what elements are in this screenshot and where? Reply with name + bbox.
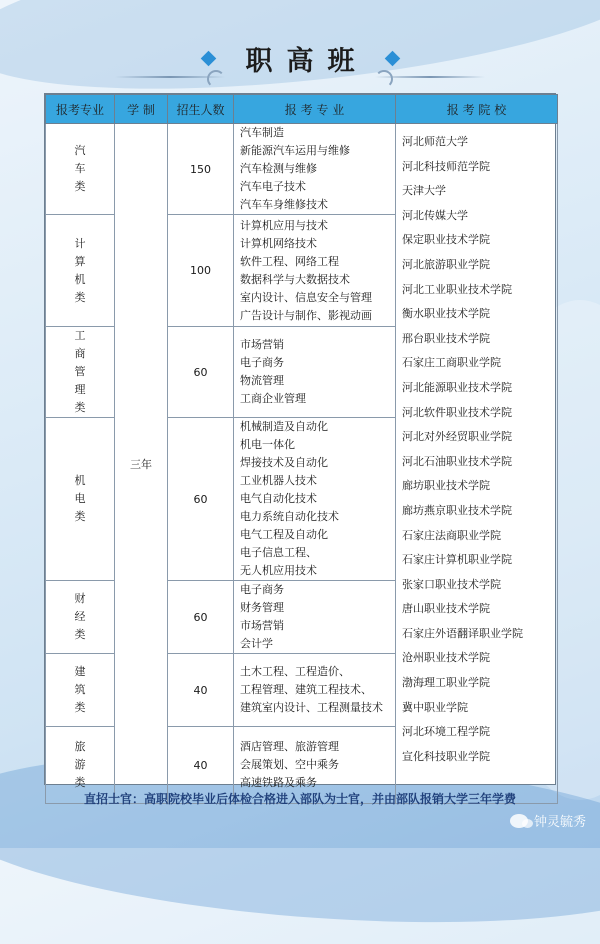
major-item: 新能源汽车运用与维修	[240, 144, 350, 157]
category-char: 机	[74, 474, 86, 487]
category-cell	[46, 581, 115, 654]
category-cell	[46, 327, 115, 418]
major-item: 计算机应用与技术	[240, 218, 328, 232]
major-item: 室内设计、信息安全与管理	[240, 290, 372, 304]
header-schools: 报 考 院 校	[396, 95, 558, 124]
majors-cell	[234, 124, 396, 215]
count-cell: 100	[168, 215, 234, 327]
school-item: 河北能源职业技术学院	[402, 380, 512, 394]
wechat-icon	[510, 814, 528, 828]
major-item: 广告设计与制作、影视动画	[240, 308, 372, 322]
major-item: 建筑室内设计、工程测量技术	[240, 701, 383, 714]
category-char: 类	[74, 701, 86, 714]
schools-cell	[396, 124, 558, 804]
school-item: 河北传媒大学	[402, 208, 468, 222]
school-item: 河北软件职业技术学院	[402, 405, 512, 419]
school-item: 石家庄法商职业学院	[402, 528, 501, 542]
major-item: 汽车检测与维修	[240, 162, 317, 175]
major-item: 酒店管理、旅游管理	[240, 740, 339, 753]
ornament-left-icon	[115, 70, 225, 84]
school-item: 唐山职业技术学院	[402, 602, 490, 616]
category-cell	[46, 418, 115, 581]
category-char: 类	[74, 180, 86, 193]
school-item: 渤海理工职业学院	[402, 676, 490, 690]
majors-cell	[234, 215, 396, 327]
category-char: 类	[74, 776, 86, 789]
school-item: 河北石油职业技术学院	[402, 454, 512, 468]
count-cell: 40	[168, 727, 234, 804]
category-char: 电	[74, 492, 86, 505]
major-item: 汽车电子技术	[240, 180, 306, 193]
majors-cell	[234, 327, 396, 418]
watermark	[510, 811, 586, 830]
category-char: 类	[74, 290, 86, 304]
major-item: 无人机应用技术	[240, 564, 317, 577]
category-char: 车	[74, 162, 86, 175]
major-item: 汽车制造	[240, 126, 284, 139]
category-cell	[46, 124, 115, 215]
header-duration: 学 制	[115, 95, 168, 124]
category-char: 管	[74, 365, 86, 378]
count-cell: 60	[168, 418, 234, 581]
school-item: 廊坊职业技术学院	[402, 479, 490, 493]
school-item: 张家口职业技术学院	[402, 577, 501, 591]
major-item: 计算机网络技术	[240, 236, 317, 250]
school-item: 保定职业技术学院	[402, 233, 490, 247]
major-item: 电力系统自动化技术	[240, 510, 339, 523]
major-item: 财务管理	[240, 601, 284, 614]
diamond-left-icon	[200, 50, 216, 66]
major-item: 物流管理	[240, 374, 284, 387]
footer-note: 直招士官：高职院校毕业后体检合格进入部队为士官，并由部队报销大学三年学费	[83, 792, 516, 806]
category-char: 工	[74, 329, 86, 342]
category-char: 类	[74, 401, 86, 414]
major-item: 高速铁路及乘务	[240, 776, 317, 789]
school-item: 沧州职业技术学院	[402, 651, 490, 665]
major-item: 汽车车身维修技术	[240, 198, 328, 211]
major-item: 电子商务	[240, 356, 284, 369]
major-item: 土木工程、工程造价、	[240, 665, 350, 678]
category-char: 类	[74, 510, 86, 523]
major-item: 焊接技术及自动化	[240, 456, 328, 469]
category-char: 理	[74, 383, 86, 396]
duration-cell: 三年	[115, 124, 168, 804]
ornament-right-icon	[375, 70, 485, 84]
major-item: 工程管理、建筑工程技术、	[240, 683, 372, 696]
school-item: 衡水职业技术学院	[402, 307, 490, 321]
category-char: 经	[74, 610, 86, 623]
header-majors: 报 考 专 业	[234, 95, 396, 124]
category-char: 类	[74, 628, 86, 641]
header-category: 报考专业	[46, 95, 115, 124]
watermark-text: 钟灵毓秀	[533, 815, 586, 830]
count-cell: 60	[168, 327, 234, 418]
major-item: 会计学	[240, 637, 273, 650]
major-item: 电子信息工程、	[240, 546, 317, 559]
major-item: 电气工程及自动化	[240, 528, 328, 541]
category-char: 建	[74, 665, 86, 678]
majors-cell	[234, 654, 396, 727]
school-item: 宣化科技职业学院	[402, 749, 490, 763]
category-char: 汽	[74, 144, 86, 157]
category-char: 算	[74, 254, 86, 268]
major-item: 机械制造及自动化	[240, 420, 328, 433]
school-item: 河北师范大学	[402, 135, 468, 148]
majors-cell	[234, 581, 396, 654]
major-item: 软件工程、网络工程	[240, 254, 339, 268]
major-item: 会展策划、空中乘务	[240, 758, 339, 771]
major-item: 机电一体化	[240, 438, 295, 451]
major-item: 数据科学与大数据技术	[240, 272, 350, 286]
school-item: 冀中职业学院	[402, 700, 468, 714]
page-title: 职高班	[245, 45, 369, 77]
school-item: 河北旅游职业学院	[402, 257, 490, 271]
school-item: 天津大学	[402, 184, 446, 198]
school-item: 石家庄外语翻译职业学院	[402, 626, 523, 640]
major-item: 电气自动化技术	[240, 492, 317, 505]
enrollment-table	[44, 93, 556, 789]
table-row	[46, 124, 558, 215]
school-item: 河北对外经贸职业学院	[402, 430, 512, 444]
school-item: 河北科技师范学院	[402, 159, 490, 173]
majors-cell	[234, 418, 396, 581]
category-char: 机	[74, 272, 86, 286]
school-item: 河北环境工程学院	[402, 725, 490, 739]
count-cell: 40	[168, 654, 234, 727]
category-char: 计	[74, 236, 86, 250]
school-item: 石家庄计算机职业学院	[402, 553, 512, 567]
count-cell: 60	[168, 581, 234, 654]
category-char: 筑	[74, 683, 86, 696]
category-char: 商	[74, 347, 86, 360]
major-item: 工业机器人技术	[240, 474, 317, 487]
category-char: 游	[74, 758, 86, 771]
category-cell	[46, 654, 115, 727]
major-item: 市场营销	[240, 619, 284, 632]
major-item: 市场营销	[240, 338, 284, 351]
category-cell	[46, 215, 115, 327]
count-cell: 150	[168, 124, 234, 215]
school-item: 石家庄工商职业学院	[402, 356, 501, 370]
diamond-right-icon	[384, 50, 400, 66]
category-char: 旅	[74, 740, 86, 753]
school-item: 河北工业职业技术学院	[402, 282, 512, 296]
category-char: 财	[74, 592, 86, 605]
major-item: 电子商务	[240, 583, 284, 596]
school-item: 廊坊燕京职业技术学院	[402, 503, 512, 517]
school-item: 邢台职业技术学院	[402, 331, 490, 345]
table-header-row	[46, 95, 558, 124]
title-bar	[0, 40, 600, 76]
major-item: 工商企业管理	[240, 392, 306, 405]
header-count: 招生人数	[168, 95, 234, 124]
